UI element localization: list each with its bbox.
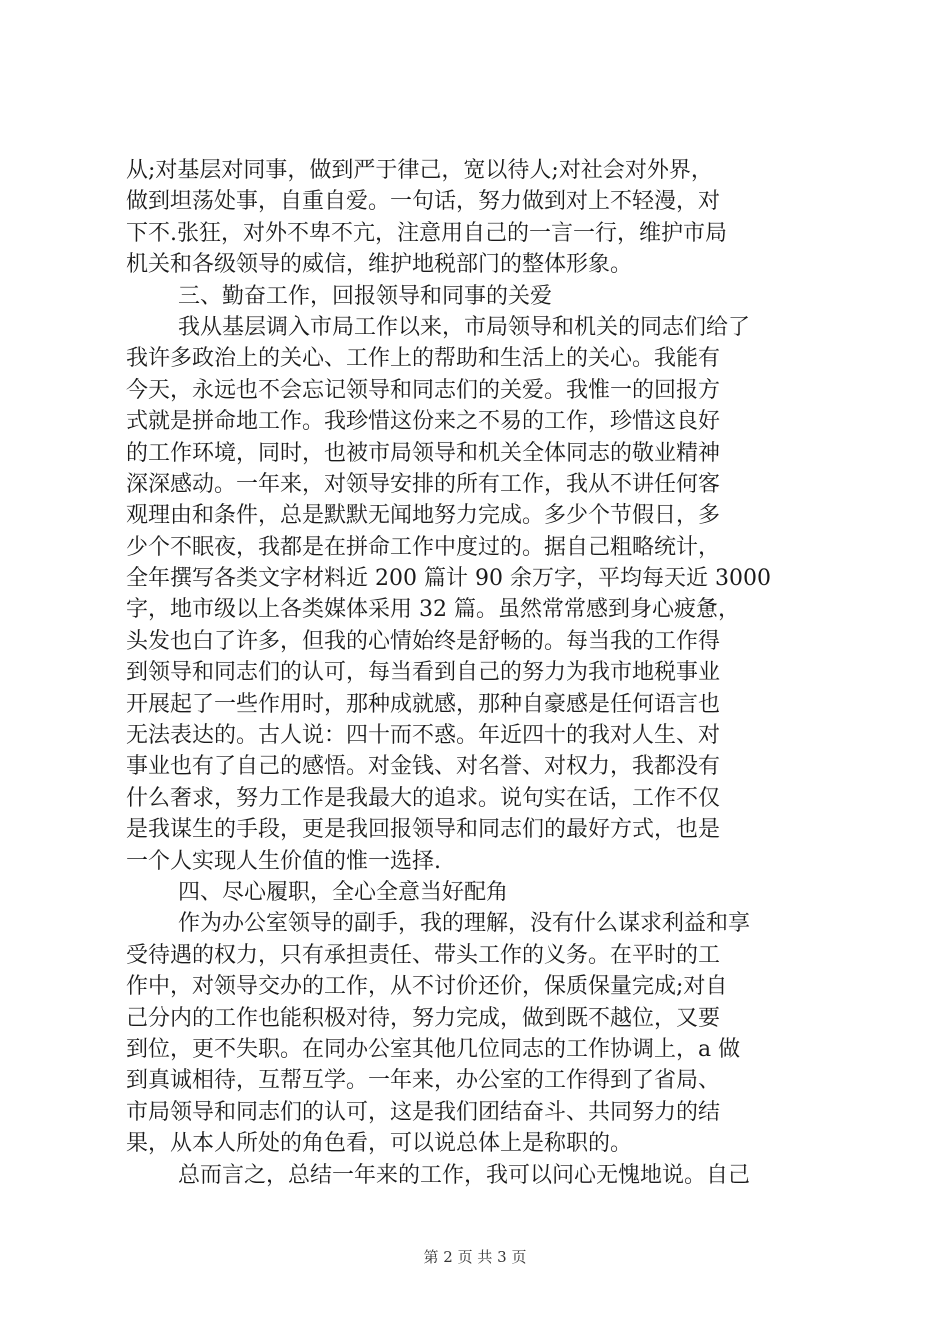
text-line: 事业也有了自己的感悟。对金钱、对名誉、对权力，我都没有 [126,754,721,780]
section-heading: 三、勤奋工作，回报领导和同事的关爱 [178,283,553,309]
text-line: 到领导和同志们的认可，每当看到自己的努力为我市地税事业 [126,660,721,686]
text-line: 全年撰写各类文字材料近 200 篇计 90 余万字，平均每天近 3000 [126,566,771,592]
paragraph-first-line: 作为办公室领导的副手，我的理解，没有什么谋求利益和享 [178,911,751,937]
text-line: 受待遇的权力，只有承担责任、带头工作的义务。在平时的工 [126,942,721,968]
text-line: 从;对基层对同事，做到严于律己，宽以待人;对社会对外界， [126,158,713,183]
text-line: 头发也白了许多，但我的心情始终是舒畅的。每当我的工作得 [126,628,721,654]
text-line: 开展起了一些作用时，那种成就感，那种自豪感是任何语言也 [126,691,721,717]
section-heading: 四、尽心履职，全心全意当好配角 [178,879,509,905]
text-line: 机关和各级领导的威信，维护地税部门的整体形象。 [126,252,633,278]
text-line: 少个不眠夜，我都是在拼命工作中度过的。据自己粗略统计， [126,534,721,560]
text-line: 市局领导和同志们的认可，这是我们团结奋斗、共同努力的结 [126,1099,721,1125]
text-line: 果，从本人所处的角色看，可以说总体上是称职的。 [126,1131,633,1157]
text-line: 的工作环境，同时，也被市局领导和机关全体同志的敬业精神 [126,440,721,466]
body-text [126,155,826,1191]
text-line: 下不.张狂，对外不卑不亢，注意用自己的一言一行，维护市局 [126,220,727,246]
text-line: 深深感动。一年来，对领导安排的所有工作，我从不讲任何客 [126,471,721,497]
text-line: 做到坦荡处事，自重自爱。一句话，努力做到对上不轻漫，对 [126,189,721,215]
text-line: 观理由和条件，总是默默无闻地努力完成。多少个节假日，多 [126,503,721,529]
text-line: 什么奢求，努力工作是我最大的追求。说句实在话，工作不仅 [126,785,721,811]
text-line: 一个人实现人生价值的惟一选择. [126,848,441,874]
paragraph-first-line: 我从基层调入市局工作以来，市局领导和机关的同志们给了 [178,314,751,340]
text-line: 己分内的工作也能积极对待，努力完成，做到既不越位，又要 [126,1005,721,1031]
text-line: 作中，对领导交办的工作，从不讨价还价，保质保量完成;对自 [126,974,728,1000]
text-line: 到真诚相待，互帮互学。一年来，办公室的工作得到了省局、 [126,1068,721,1094]
text-line: 我许多政治上的关心、工作上的帮助和生活上的关心。我能有 [126,346,721,372]
text-line: 式就是拼命地工作。我珍惜这份来之不易的工作，珍惜这良好 [126,409,721,435]
text-line: 字，地市级以上各类媒体采用 32 篇。虽然常常感到身心疲惫， [126,597,740,623]
text-line: 是我谋生的手段，更是我回报领导和同志们的最好方式，也是 [126,817,721,843]
paragraph-first-line: 总而言之，总结一年来的工作，我可以问心无愧地说。自己 [178,1162,751,1188]
text-line: 无法表达的。古人说：四十而不惑。年近四十的我对人生、对 [126,723,721,749]
text-line: 到位，更不失职。在同办公室其他几位同志的工作协调上，a 做 [126,1036,741,1062]
text-line: 今天，永远也不会忘记领导和同志们的关爱。我惟一的回报方 [126,377,721,403]
page-footer: 第 2 页 共 3 页 [423,1248,527,1266]
